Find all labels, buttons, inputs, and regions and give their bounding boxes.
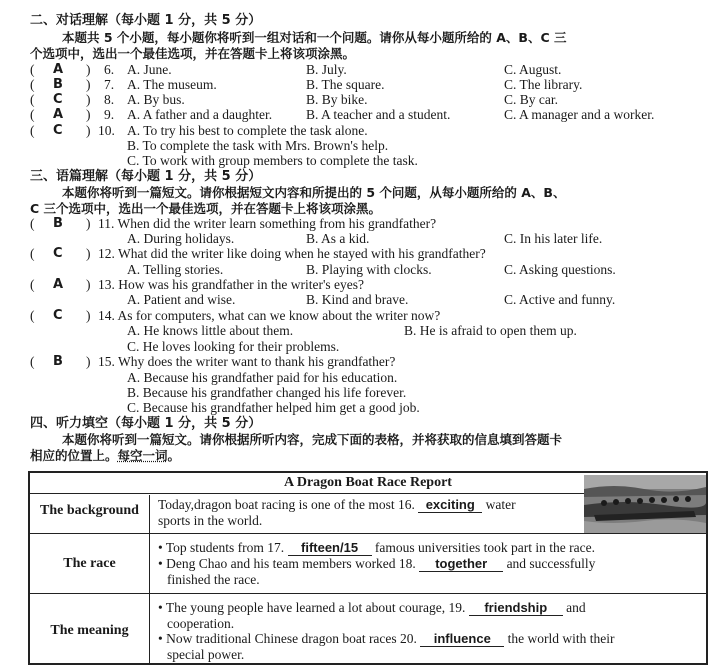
section-3-heading: 三、语篇理解（每小题 1 分，共 5 分） xyxy=(30,169,262,184)
section-2-instruction-line2: 个选项中，选出一个最佳选项，并在答题卡上将该项涂黑。 xyxy=(30,46,356,61)
q10-option-a: A. To try his best to complete the task alone. xyxy=(127,123,368,138)
paren-open: ( xyxy=(30,107,35,122)
q8-option-b: B. By bike. xyxy=(306,92,368,107)
instruction-suffix: 。 xyxy=(167,448,181,463)
q8-number: 8. xyxy=(104,92,115,107)
q9-option-c: C. A manager and a worker. xyxy=(504,107,655,122)
blank-18: together xyxy=(419,557,503,572)
q14-stem: 14. As for computers, what can we know about the writer now? xyxy=(98,308,441,323)
instruction-prefix: 相应的位置上。 xyxy=(30,448,118,463)
q14-option-c: C. He loves looking for their problems. xyxy=(127,339,340,354)
q6-option-c: C. August. xyxy=(504,62,562,77)
q10-number: 10. xyxy=(98,123,115,138)
background-text-part1: Today,dragon boat racing is one of the most 16. xyxy=(158,497,415,512)
answer-13: A xyxy=(53,277,64,292)
q13-option-b: B. Kind and brave. xyxy=(306,292,409,307)
q7-option-a: A. The museum. xyxy=(127,77,217,92)
q8-option-c: C. By car. xyxy=(504,92,558,107)
answer-7: B xyxy=(53,77,63,92)
q9-option-a: A. A father and a daughter. xyxy=(127,107,273,122)
background-text-part2: water xyxy=(485,497,516,512)
q12-option-c: C. Asking questions. xyxy=(504,262,616,277)
q13-stem: 13. How was his grandfather in the writer's eyes? xyxy=(98,277,364,292)
q8-option-a: A. By bus. xyxy=(127,92,185,107)
q11-option-c: C. In his later life. xyxy=(504,231,603,246)
answer-9: A xyxy=(53,107,64,122)
q11-option-a: A. During holidays. xyxy=(127,231,235,246)
q6-option-b: B. July. xyxy=(306,62,347,77)
bullet: • xyxy=(158,600,163,615)
emphasis-one-word-per-blank: 每空一词 xyxy=(117,448,168,463)
q13-option-a: A. Patient and wise. xyxy=(127,292,236,307)
q7-number: 7. xyxy=(104,77,115,92)
q12-option-b: B. Playing with clocks. xyxy=(306,262,432,277)
q7-option-c: C. The library. xyxy=(504,77,583,92)
answer-15: B xyxy=(53,354,63,369)
paren-close: ) xyxy=(86,354,91,369)
background-text xyxy=(158,497,576,528)
bullet: • xyxy=(158,556,163,571)
blank-19: friendship xyxy=(469,601,563,616)
q11-option-b: B. As a kid. xyxy=(306,231,370,246)
meaning-point1-part3: cooperation. xyxy=(167,616,235,631)
q15-option-a: A. Because his grandfather paid for his education. xyxy=(127,370,398,385)
race-point1-part2: famous universities took part in the race. xyxy=(374,540,595,555)
paren-close: ) xyxy=(86,277,91,292)
section-4-instruction-line2 xyxy=(30,448,180,463)
meaning-point1-part2: and xyxy=(566,600,586,615)
race-point2-part2: and successfully xyxy=(506,556,596,571)
answer-14: C xyxy=(53,308,63,323)
race-point2-part1: Deng Chao and his team members worked 18. xyxy=(166,556,416,571)
table-title: A Dragon Boat Race Report xyxy=(284,475,452,490)
dragon-boat-report-table xyxy=(28,471,708,665)
section-2-instruction-line1: 本题共 5 个小题，每小题你将听到一组对话和一个问题。请你从每小题所给的 A、B、C 三 xyxy=(62,30,567,45)
q6-number: 6. xyxy=(104,62,115,77)
paren-open: ( xyxy=(30,246,35,261)
race-point2-part3: finished the race. xyxy=(167,572,260,587)
q13-option-c: C. Active and funny. xyxy=(504,292,616,307)
paren-open: ( xyxy=(30,277,35,292)
dragon-boat-photo xyxy=(584,475,706,533)
paren-close: ) xyxy=(86,107,91,122)
background-text-part3: sports in the world. xyxy=(158,513,263,528)
section-2-heading: 二、对话理解（每小题 1 分，共 5 分） xyxy=(30,13,262,28)
paren-close: ) xyxy=(86,62,91,77)
paren-close: ) xyxy=(86,77,91,92)
q9-option-b: B. A teacher and a student. xyxy=(306,107,451,122)
paren-close: ) xyxy=(86,123,91,138)
bullet: • xyxy=(158,631,163,646)
answer-10: C xyxy=(53,123,63,138)
q15-option-b: B. Because his grandfather changed his life forever. xyxy=(127,385,407,400)
paren-open: ( xyxy=(30,308,35,323)
section-3-instruction-line2: C 三个选项中，选出一个最佳选项，并在答题卡上将该项涂黑。 xyxy=(30,201,382,216)
section-4-instruction-line1: 本题你将听到一篇短文。请你根据所听内容，完成下面的表格，并将获取的信息填到答题卡 xyxy=(62,432,563,447)
meaning-point2-part2: the world with their xyxy=(507,631,615,646)
paren-open: ( xyxy=(30,123,35,138)
meaning-point2-part3: special power. xyxy=(167,647,245,662)
blank-16: exciting xyxy=(418,498,482,513)
meaning-text xyxy=(158,600,698,662)
q15-option-c: C. Because his grandfather helped him get a good job. xyxy=(127,400,420,415)
section-3-instruction-line1: 本题你将听到一篇短文。请你根据短文内容和所提出的 5 个问题，从每小题所给的 A、B、 xyxy=(62,185,566,200)
paren-close: ) xyxy=(86,246,91,261)
paren-close: ) xyxy=(86,308,91,323)
answer-12: C xyxy=(53,246,63,261)
answer-6: A xyxy=(53,62,64,77)
meaning-point1-part1: The young people have learned a lot about courage, 19. xyxy=(165,600,466,615)
q10-option-b: B. To complete the task with Mrs. Brown's help. xyxy=(127,138,389,153)
paren-open: ( xyxy=(30,216,35,231)
q7-option-b: B. The square. xyxy=(306,77,385,92)
answer-11: B xyxy=(53,216,63,231)
q14-option-a: A. He knows little about them. xyxy=(127,323,294,338)
race-text xyxy=(158,540,698,587)
paren-open: ( xyxy=(30,77,35,92)
meaning-point2-part1: Now traditional Chinese dragon boat races 20. xyxy=(166,631,417,646)
q15-stem: 15. Why does the writer want to thank his grandfather? xyxy=(98,354,396,369)
paren-close: ) xyxy=(86,216,91,231)
q11-stem: 11. When did the writer learn something from his grandfather? xyxy=(98,216,437,231)
blank-20: influence xyxy=(420,632,504,647)
row-label-meaning: The meaning xyxy=(50,623,129,638)
paren-open: ( xyxy=(30,92,35,107)
paren-close: ) xyxy=(86,92,91,107)
paren-open: ( xyxy=(30,354,35,369)
q9-number: 9. xyxy=(104,107,115,122)
q6-option-a: A. June. xyxy=(127,62,172,77)
race-point1-part1: Top students from 17. xyxy=(165,540,285,555)
row-label-background: The background xyxy=(40,503,139,518)
answer-8: C xyxy=(53,92,63,107)
paren-open: ( xyxy=(30,62,35,77)
bullet: • xyxy=(158,540,163,555)
blank-17: fifteen/15 xyxy=(288,541,372,556)
section-4-heading: 四、听力填空（每小题 1 分，共 5 分） xyxy=(30,416,262,431)
q10-option-c: C. To work with group members to complete the task. xyxy=(127,153,418,168)
q12-stem: 12. What did the writer like doing when he stayed with his grandfather? xyxy=(98,246,486,261)
q12-option-a: A. Telling stories. xyxy=(127,262,224,277)
q14-option-b: B. He is afraid to open them up. xyxy=(404,323,577,338)
row-label-race: The race xyxy=(63,556,116,571)
